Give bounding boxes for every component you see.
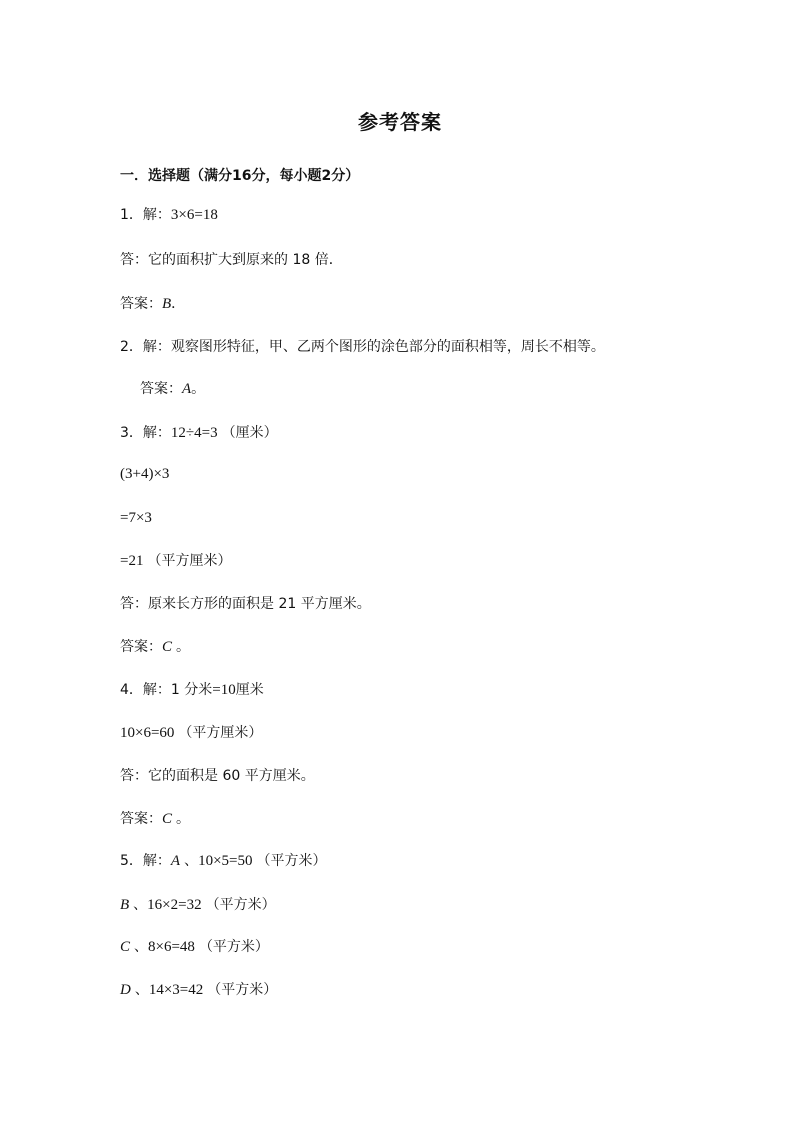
q5-unit-d: （平方米） [207,982,278,998]
q5-label: 5．解： [120,853,171,869]
q5-solution-c [120,937,269,957]
q5-letter-d: D [120,982,131,998]
q5-solution-d [120,980,277,1000]
q3-label: 3．解： [120,425,171,441]
q4-choice-suffix: 。 [176,811,191,827]
q1-expression: 3×6=18 [170,207,218,223]
q3-expression: 12÷4=3 [170,425,218,441]
section-heading: 一．选择题（满分16分，每小题2分） [120,168,360,184]
q1-choice [120,294,185,314]
q5-expression-c: 8×6=48 [148,939,195,955]
q4-choice-letter: C [162,811,173,827]
q3-step-2: =7×3 [120,510,152,526]
q5-letter-c: C [120,939,131,955]
q3-choice [120,637,190,657]
q3-step-3 [120,551,231,571]
q4-label: 4．解： [120,682,171,698]
q4-unit: （平方厘米） [178,725,263,741]
q5-unit-a: （平方米） [256,853,327,869]
q5-unit-b: （平方米） [205,897,276,913]
q1-solution [120,205,218,225]
q1-choice-suffix: ． [171,296,186,312]
q5-expression-a: 10×5=50 [198,853,253,869]
q4-choice [120,809,190,829]
q1-choice-prefix: 答案： [120,296,162,312]
q4-conversion-post: 厘米 [235,682,264,698]
q3-choice-suffix: 。 [176,639,191,655]
q4-conversion-pre: 1 分米 [170,682,213,698]
q2-choice-prefix: 答案： [140,381,182,397]
q5-solution-a [120,851,327,871]
q2-choice-letter: A [182,381,192,397]
q4-answer-text: 答：它的面积是 60 平方厘米。 [120,768,315,784]
q5-sep-b: 、 [133,897,148,913]
q3-unit-1: （厘米） [221,425,278,441]
q4-solution [120,680,264,700]
q3-step-1: (3+4)×3 [120,466,170,482]
q5-letter-b: B [120,897,130,913]
q5-sep-c: 、 [134,939,149,955]
q5-expression-b: 16×2=32 [147,897,202,913]
q3-step-3-value: =21 [120,553,144,569]
q1-choice-letter: B [162,296,172,312]
page-title: 参考答案 [358,110,442,134]
q2-choice-suffix: 。 [191,381,206,397]
q1-label: 1．解： [120,207,171,223]
q5-unit-c: （平方米） [198,939,269,955]
q5-letter-a: A [170,853,181,869]
q5-expression-d: 14×3=42 [148,982,204,998]
q4-choice-prefix: 答案： [120,811,162,827]
q2-choice [140,379,205,399]
q1-answer-text: 答：它的面积扩大到原来的 18 倍． [120,252,343,268]
q3-choice-prefix: 答案： [120,639,162,655]
q2-solution: 2．解：观察图形特征，甲、乙两个图形的涂色部分的面积相等，周长不相等。 [120,339,605,355]
q3-choice-letter: C [162,639,173,655]
q5-sep-a: 、 [184,853,199,869]
q4-step [120,723,262,743]
q5-solution-b [120,895,276,915]
q5-sep-d: 、 [134,982,149,998]
q3-answer-text: 答：原来长方形的面积是 21 平方厘米。 [120,596,371,612]
q4-conversion-value: =10 [212,682,236,698]
q4-expression: 10×6=60 [120,725,175,741]
q3-unit-2: （平方厘米） [147,553,232,569]
q3-solution [120,423,278,443]
